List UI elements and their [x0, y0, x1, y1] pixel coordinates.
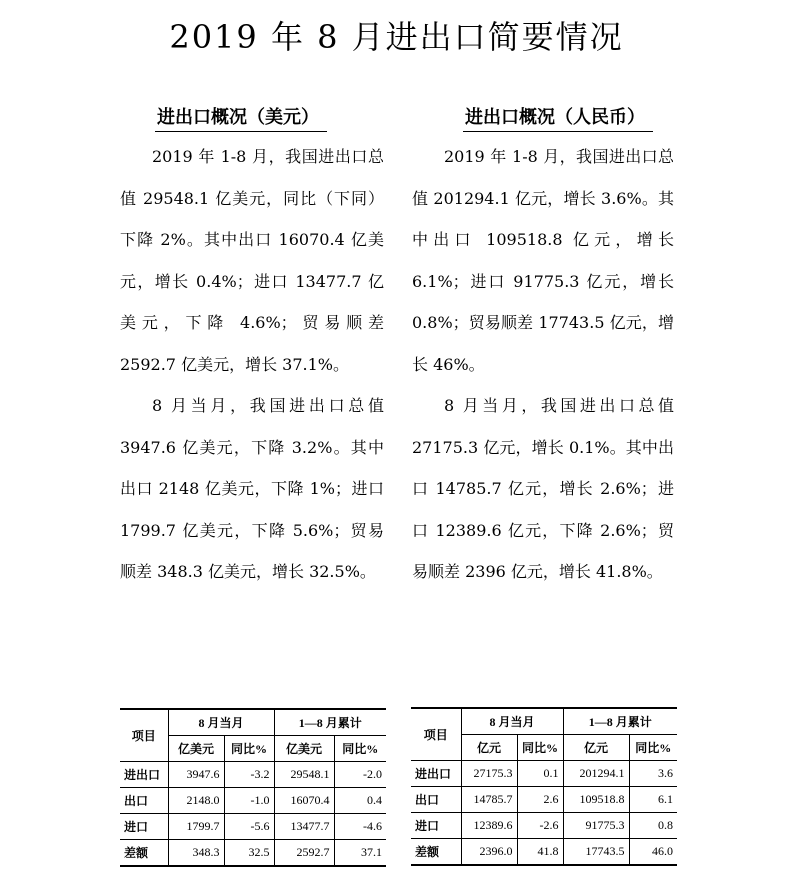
table-cell: -5.6 [224, 814, 274, 840]
row-label: 出口 [120, 788, 168, 814]
table-subheader: 亿美元 [168, 736, 224, 762]
table-header-cumulative: 1—8 月累计 [274, 709, 386, 736]
table-cell: 0.4 [334, 788, 386, 814]
row-label: 差额 [411, 839, 461, 866]
table-cell: 91775.3 [563, 813, 629, 839]
usd-summary-text [120, 136, 384, 593]
row-label: 出口 [411, 787, 461, 813]
table-subheader: 同比% [224, 736, 274, 762]
page-title: 2019 年 8 月进出口简要情况 [169, 18, 624, 56]
table-cell: 201294.1 [563, 761, 629, 787]
table-cell: 32.5 [224, 840, 274, 867]
table-cell: 109518.8 [563, 787, 629, 813]
table-row [411, 813, 677, 839]
rmb-summary-text [412, 136, 674, 593]
table-cell: -4.6 [334, 814, 386, 840]
table-cell: 348.3 [168, 840, 224, 867]
usd-statistics-table [120, 708, 386, 867]
table-cell: -2.6 [517, 813, 563, 839]
table-cell: 46.0 [629, 839, 677, 866]
table-subheader: 同比% [517, 735, 563, 761]
table-cell: 27175.3 [461, 761, 517, 787]
table-row [120, 840, 386, 867]
row-label: 进口 [120, 814, 168, 840]
table-cell: 13477.7 [274, 814, 334, 840]
table-cell: 2148.0 [168, 788, 224, 814]
table-cell: 2.6 [517, 787, 563, 813]
row-label: 进出口 [120, 762, 168, 788]
table-cell: 16070.4 [274, 788, 334, 814]
table-header-month: 8 月当月 [461, 708, 563, 735]
table-cell: 41.8 [517, 839, 563, 866]
table-cell: 3947.6 [168, 762, 224, 788]
table-cell: 0.1 [517, 761, 563, 787]
rmb-paragraph-monthly: 8 月当月，我国进出口总值 27175.3 亿元，增长 0.1%。其中出口 14785.7 亿元，增长 2.6%；进口 12389.6 亿元，下降 2.6%；贸易顺差 2396 亿元，增长 41.8%。 [412, 396, 674, 581]
table-cell: 3.6 [629, 761, 677, 787]
table-header-month: 8 月当月 [168, 709, 274, 736]
table-subheader: 亿元 [461, 735, 517, 761]
table-cell: 14785.7 [461, 787, 517, 813]
table-header-cumulative: 1—8 月累计 [563, 708, 677, 735]
rmb-statistics-table [411, 707, 677, 866]
rmb-section-heading: 进出口概况（人民币） [463, 103, 653, 132]
table-subheader: 亿元 [563, 735, 629, 761]
table-row [120, 788, 386, 814]
table-row [411, 839, 677, 866]
row-label: 进口 [411, 813, 461, 839]
table-subheader: 同比% [334, 736, 386, 762]
table-subheader: 亿美元 [274, 736, 334, 762]
table-header-item: 项目 [120, 709, 168, 762]
table-cell: 1799.7 [168, 814, 224, 840]
table-cell: 2592.7 [274, 840, 334, 867]
table-cell: -2.0 [334, 762, 386, 788]
table-subheader: 同比% [629, 735, 677, 761]
row-label: 进出口 [411, 761, 461, 787]
row-label: 差额 [120, 840, 168, 867]
table-cell: 0.8 [629, 813, 677, 839]
table-cell: 37.1 [334, 840, 386, 867]
table-cell: 12389.6 [461, 813, 517, 839]
table-row [411, 787, 677, 813]
usd-paragraph-cumulative: 2019 年 1-8 月，我国进出口总值 29548.1 亿美元，同比（下同）下降 2%。其中出口 16070.4 亿美元，增长 0.4%；进口 13477.7 亿美元，下降 4.6%；贸易顺差 2592.7 亿美元，增长 37.1%。 [120, 147, 384, 374]
table-cell: -1.0 [224, 788, 274, 814]
table-row [120, 814, 386, 840]
usd-paragraph-monthly: 8 月当月，我国进出口总值 3947.6 亿美元，下降 3.2%。其中出口 2148 亿美元，下降 1%；进口 1799.7 亿美元，下降 5.6%；贸易顺差 348.3 亿美元，增长 32.5%。 [120, 396, 384, 581]
rmb-paragraph-cumulative: 2019 年 1-8 月，我国进出口总值 201294.1 亿元，增长 3.6%。其中出口 109518.8 亿元，增长 6.1%；进口 91775.3 亿元，增长 0.8%；贸易顺差 17743.5 亿元，增长 46%。 [412, 147, 674, 374]
table-cell: 6.1 [629, 787, 677, 813]
table-cell: -3.2 [224, 762, 274, 788]
table-cell: 2396.0 [461, 839, 517, 866]
table-cell: 29548.1 [274, 762, 334, 788]
usd-section-heading: 进出口概况（美元） [155, 103, 327, 132]
table-row [120, 762, 386, 788]
table-row [411, 761, 677, 787]
table-header-item: 项目 [411, 708, 461, 761]
table-cell: 17743.5 [563, 839, 629, 866]
